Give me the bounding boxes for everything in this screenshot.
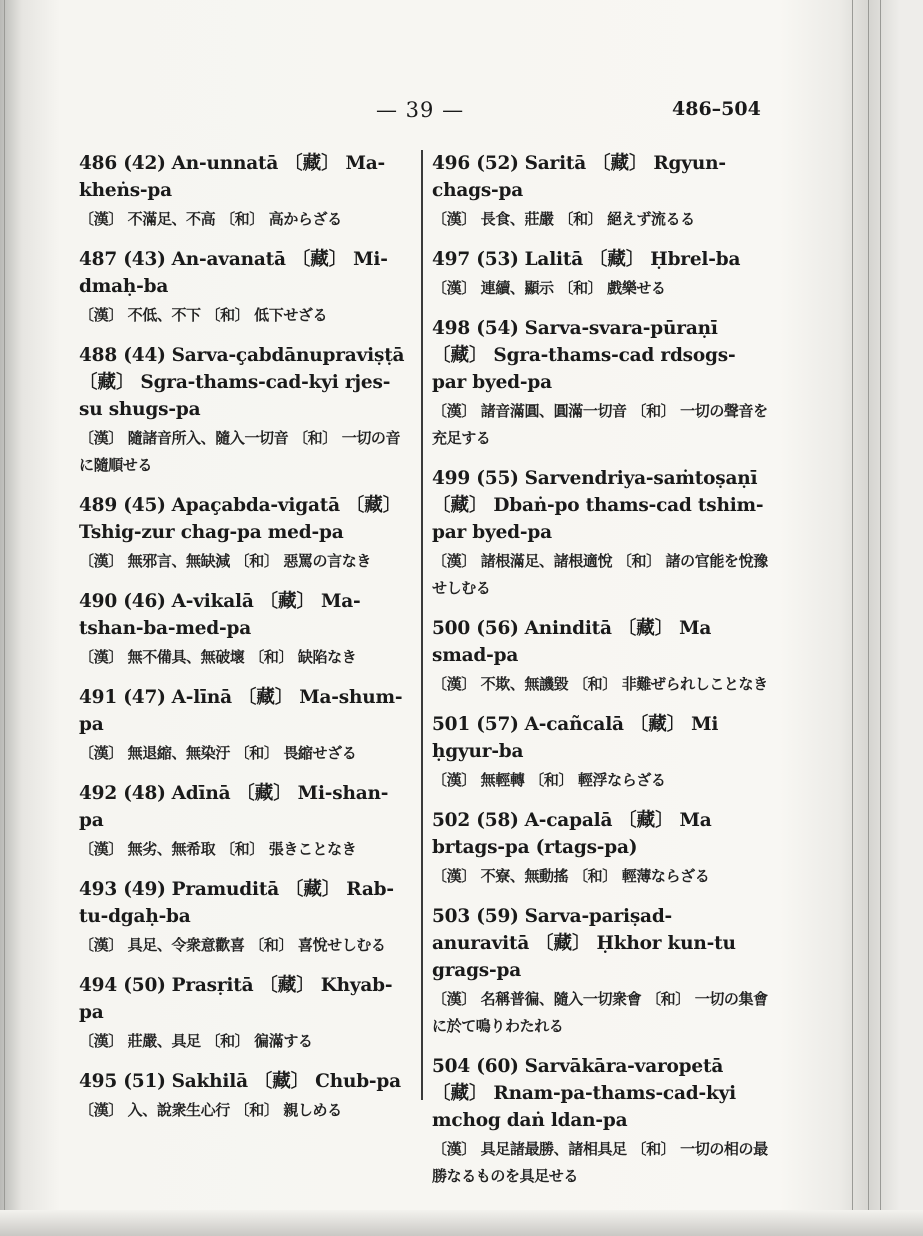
chinese-term: 連續、顯示 (480, 279, 554, 297)
entry-number: 499 (55) (432, 468, 519, 489)
translations (79, 644, 409, 671)
tibetan-term: Chub-pa (315, 1071, 401, 1092)
japanese-label: 〔和〕 (205, 306, 250, 324)
chinese-term: 無邪言、無缺減 (127, 552, 230, 570)
dictionary-entry (79, 150, 409, 233)
japanese-term: 缺陷なき (297, 648, 357, 666)
japanese-term: 惡罵の言なき (283, 552, 371, 570)
tibetan-label: 〔藏〕 (345, 495, 402, 516)
entry-number: 496 (52) (432, 153, 519, 174)
entry-number: 504 (60) (432, 1056, 519, 1077)
dictionary-entry (432, 903, 768, 1040)
tibetan-label: 〔藏〕 (284, 879, 341, 900)
chinese-label: 〔漢〕 (79, 210, 123, 228)
translations (79, 740, 409, 767)
chinese-term: 無劣、無希取 (127, 840, 216, 858)
binding-edge (4, 0, 5, 1236)
tibetan-term: Mi-shan-pa (79, 783, 389, 831)
translations (79, 206, 409, 233)
page-edge (852, 0, 853, 1236)
japanese-term: 畏縮せざる (283, 744, 357, 762)
sanskrit-term: Aninditā (524, 618, 612, 639)
sanskrit-term: Sarvendriya-saṁtoṣaṇī (524, 468, 758, 489)
page-header (0, 98, 923, 128)
japanese-term: 低下せざる (254, 306, 328, 324)
chinese-term: 無退縮、無染汙 (127, 744, 230, 762)
tibetan-label: 〔藏〕 (236, 783, 292, 804)
japanese-label: 〔和〕 (529, 771, 574, 789)
tibetan-label: 〔藏〕 (618, 810, 674, 831)
japanese-label: 〔和〕 (220, 840, 264, 858)
tibetan-term: Mi-dmaḥ-ba (79, 249, 388, 297)
dictionary-entry (79, 876, 409, 959)
japanese-term: 喜悅せしむる (297, 936, 386, 954)
tibetan-term: Ḥbrel-ba (650, 249, 741, 270)
tibetan-label: 〔藏〕 (588, 249, 645, 270)
tibetan-label: 〔藏〕 (629, 714, 686, 735)
tibetan-term: Tshig-zur chag-pa med-pa (79, 522, 344, 543)
chinese-term: 諸音滿圓、圓滿一切音 (480, 402, 627, 420)
translations (432, 275, 768, 302)
tibetan-term: Rnam-pa-thams-cad-kyi mchog daṅ ldan-pa (432, 1083, 736, 1131)
japanese-label: 〔和〕 (558, 279, 603, 297)
japanese-term: 高からざる (268, 210, 342, 228)
dictionary-entry (432, 465, 768, 602)
chinese-label: 〔漢〕 (79, 552, 123, 570)
japanese-term: 輕浮ならざる (577, 771, 666, 789)
sanskrit-term: Sakhilā (171, 1071, 248, 1092)
chinese-term: 不低、不下 (127, 306, 201, 324)
chinese-term: 無輕轉 (480, 771, 525, 789)
dictionary-entry (79, 1068, 409, 1124)
translations (79, 548, 409, 575)
tibetan-term: Ma smad-pa (432, 618, 712, 666)
dictionary-entry (432, 150, 768, 233)
translations (432, 863, 768, 890)
chinese-term: 不滿足、不高 (127, 210, 216, 228)
tibetan-term: Ma-tshan-ba-med-pa (79, 591, 361, 639)
chinese-label: 〔漢〕 (432, 402, 476, 420)
page-edge (880, 0, 881, 1236)
entry-range: 486–504 (672, 98, 761, 120)
tibetan-term: Ma brtags-pa (rtags-pa) (432, 810, 712, 858)
japanese-label: 〔和〕 (646, 990, 690, 1008)
tibetan-term: Ma-kheṅs-pa (79, 153, 386, 201)
chinese-term: 諸根滿足、諸根適悅 (480, 552, 613, 570)
chinese-label: 〔漢〕 (79, 306, 123, 324)
tibetan-label: 〔藏〕 (259, 975, 315, 996)
chinese-label: 〔漢〕 (432, 1140, 476, 1158)
translations (79, 1097, 409, 1124)
japanese-term: 輕薄ならざる (621, 867, 710, 885)
entry-number: 488 (44) (79, 345, 166, 366)
chinese-label: 〔漢〕 (79, 429, 123, 447)
sanskrit-term: Lalitā (524, 249, 583, 270)
chinese-label: 〔漢〕 (432, 990, 476, 1008)
translations (432, 671, 768, 698)
tibetan-term: Sgra-thams-cad-kyi rjes-su shugs-pa (79, 372, 391, 420)
sanskrit-term: An-avanatā (171, 249, 286, 270)
entry-number: 490 (46) (79, 591, 166, 612)
japanese-label: 〔和〕 (293, 429, 337, 447)
dictionary-entry (432, 246, 768, 302)
entry-number: 492 (48) (79, 783, 166, 804)
entry-number: 495 (51) (79, 1071, 166, 1092)
japanese-label: 〔和〕 (234, 1101, 279, 1119)
sanskrit-term: Saritā (524, 153, 587, 174)
sanskrit-term: Sarvākāra-varopetā (524, 1056, 724, 1077)
bottom-shadow (0, 1210, 923, 1236)
tibetan-label: 〔藏〕 (591, 153, 648, 174)
sanskrit-term: A-vikalā (171, 591, 254, 612)
sanskrit-term: A-cañcalā (524, 714, 624, 735)
tibetan-label: 〔藏〕 (284, 153, 340, 174)
tibetan-term: Mi ḥgyur-ba (432, 714, 719, 762)
sanskrit-term: Apaçabda-vigatā (171, 495, 340, 516)
chinese-term: 入、說衆生心行 (127, 1101, 230, 1119)
column-divider (421, 150, 423, 1100)
tibetan-label: 〔藏〕 (237, 687, 294, 708)
chinese-term: 名稱普徧、隨入一切衆會 (480, 990, 642, 1008)
entry-number: 503 (59) (432, 906, 519, 927)
japanese-label: 〔和〕 (631, 1140, 676, 1158)
tibetan-label: 〔藏〕 (253, 1071, 310, 1092)
entry-number: 491 (47) (79, 687, 166, 708)
sanskrit-term: A-līnā (171, 687, 232, 708)
dictionary-entry (79, 246, 409, 329)
entry-number: 500 (56) (432, 618, 519, 639)
japanese-label: 〔和〕 (558, 210, 603, 228)
entry-number: 494 (50) (79, 975, 166, 996)
tibetan-label: 〔藏〕 (617, 618, 674, 639)
dictionary-entry (79, 342, 409, 479)
dictionary-entry (79, 684, 409, 767)
sanskrit-term: Sarva-svara-pūraṇī (524, 318, 718, 339)
sanskrit-term: Sarva-çabdānupraviṣṭā (171, 345, 405, 366)
chinese-term: 不欺、無譏毀 (480, 675, 569, 693)
entry-number: 501 (57) (432, 714, 519, 735)
tibetan-label: 〔藏〕 (259, 591, 316, 612)
dictionary-entry (432, 711, 768, 794)
entry-number: 502 (58) (432, 810, 519, 831)
japanese-term: 張きことなき (268, 840, 357, 858)
dictionary-entry (432, 315, 768, 452)
tibetan-label: 〔藏〕 (291, 249, 348, 270)
translations (432, 767, 768, 794)
translations (79, 302, 409, 329)
tibetan-term: Khyab-pa (79, 975, 393, 1023)
chinese-label: 〔漢〕 (432, 552, 476, 570)
chinese-label: 〔漢〕 (79, 1032, 123, 1050)
tibetan-label: 〔藏〕 (432, 345, 488, 366)
japanese-label: 〔和〕 (234, 744, 279, 762)
japanese-term: 諸の官能を悅豫せしむる (432, 552, 768, 597)
chinese-label: 〔漢〕 (79, 840, 123, 858)
japanese-label: 〔和〕 (631, 402, 676, 420)
entry-number: 493 (49) (79, 879, 166, 900)
page-edge (868, 0, 869, 1236)
chinese-term: 長食、莊嚴 (480, 210, 554, 228)
dictionary-entry (79, 972, 409, 1055)
japanese-term: 親しめる (283, 1101, 342, 1119)
page-number: — 39 — (376, 98, 465, 122)
dictionary-entry (432, 807, 768, 890)
sanskrit-term: An-unnatā (171, 153, 279, 174)
translations (432, 1136, 768, 1190)
right-column (432, 150, 768, 1203)
translations (79, 836, 409, 863)
dictionary-entry (79, 780, 409, 863)
translations (79, 932, 409, 959)
japanese-label: 〔和〕 (205, 1032, 250, 1050)
chinese-term: 不寮、無動搖 (480, 867, 569, 885)
entry-number: 487 (43) (79, 249, 166, 270)
left-column (79, 150, 409, 1137)
translations (432, 398, 768, 452)
translations (79, 1028, 409, 1055)
japanese-term: 絕えず流るる (607, 210, 695, 228)
chinese-label: 〔漢〕 (79, 648, 123, 666)
chinese-term: 具足、令衆意歡喜 (127, 936, 245, 954)
tibetan-term: Sgra-thams-cad rdsogs-par byed-pa (432, 345, 736, 393)
chinese-term: 無不備具、無破壞 (127, 648, 245, 666)
dictionary-entry (432, 615, 768, 698)
chinese-label: 〔漢〕 (79, 1101, 123, 1119)
tibetan-label: 〔藏〕 (79, 372, 135, 393)
japanese-label: 〔和〕 (573, 675, 617, 693)
japanese-label: 〔和〕 (249, 936, 294, 954)
sanskrit-term: Pramuditā (171, 879, 279, 900)
translations (432, 986, 768, 1040)
entry-number: 486 (42) (79, 153, 166, 174)
entry-number: 498 (54) (432, 318, 519, 339)
japanese-term: 一切の相の最勝なるものを具足せる (432, 1140, 768, 1185)
entry-number: 497 (53) (432, 249, 519, 270)
chinese-label: 〔漢〕 (432, 675, 476, 693)
japanese-label: 〔和〕 (573, 867, 617, 885)
japanese-term: 戲樂せる (607, 279, 666, 297)
tibetan-term: Rab-tu-dgaḥ-ba (79, 879, 394, 927)
japanese-term: 一切の聲音を充足する (432, 402, 768, 447)
tibetan-term: Dbaṅ-po thams-cad tshim-par byed-pa (432, 495, 764, 543)
japanese-label: 〔和〕 (234, 552, 279, 570)
translations (432, 206, 768, 233)
japanese-term: 徧滿する (254, 1032, 313, 1050)
chinese-label: 〔漢〕 (432, 279, 476, 297)
chinese-label: 〔漢〕 (432, 771, 476, 789)
sanskrit-term: Sarva-pariṣad-anuravitā (432, 906, 673, 954)
tibetan-label: 〔藏〕 (432, 495, 488, 516)
tibetan-term: Rgyun-chags-pa (432, 153, 726, 201)
chinese-label: 〔漢〕 (79, 744, 123, 762)
chinese-label: 〔漢〕 (432, 210, 476, 228)
chinese-label: 〔漢〕 (79, 936, 123, 954)
sanskrit-term: A-capalā (524, 810, 613, 831)
translations (79, 425, 409, 479)
sanskrit-term: Prasṛitā (171, 975, 254, 996)
japanese-term: 一切の集會に於て鳴りわたれる (432, 990, 768, 1035)
tibetan-term: Ma-shum-pa (79, 687, 403, 735)
japanese-term: 一切の音に隨順せる (79, 429, 401, 474)
dictionary-entry (79, 588, 409, 671)
chinese-term: 莊嚴、具足 (127, 1032, 201, 1050)
chinese-label: 〔漢〕 (432, 867, 476, 885)
translations (432, 548, 768, 602)
sanskrit-term: Adīnā (171, 783, 231, 804)
chinese-term: 具足諸最勝、諸相具足 (480, 1140, 627, 1158)
japanese-label: 〔和〕 (249, 648, 294, 666)
tibetan-label: 〔藏〕 (432, 1083, 488, 1104)
dictionary-entry (432, 1053, 768, 1190)
japanese-label: 〔和〕 (220, 210, 264, 228)
japanese-label: 〔和〕 (616, 552, 661, 570)
entry-number: 489 (45) (79, 495, 166, 516)
tibetan-label: 〔藏〕 (535, 933, 591, 954)
chinese-term: 隨諸音所入、隨入一切音 (127, 429, 289, 447)
dictionary-entry (79, 492, 409, 575)
japanese-term: 非難ぜられしことなき (621, 675, 768, 693)
tibetan-term: Ḥkhor kun-tu grags-pa (432, 933, 736, 981)
